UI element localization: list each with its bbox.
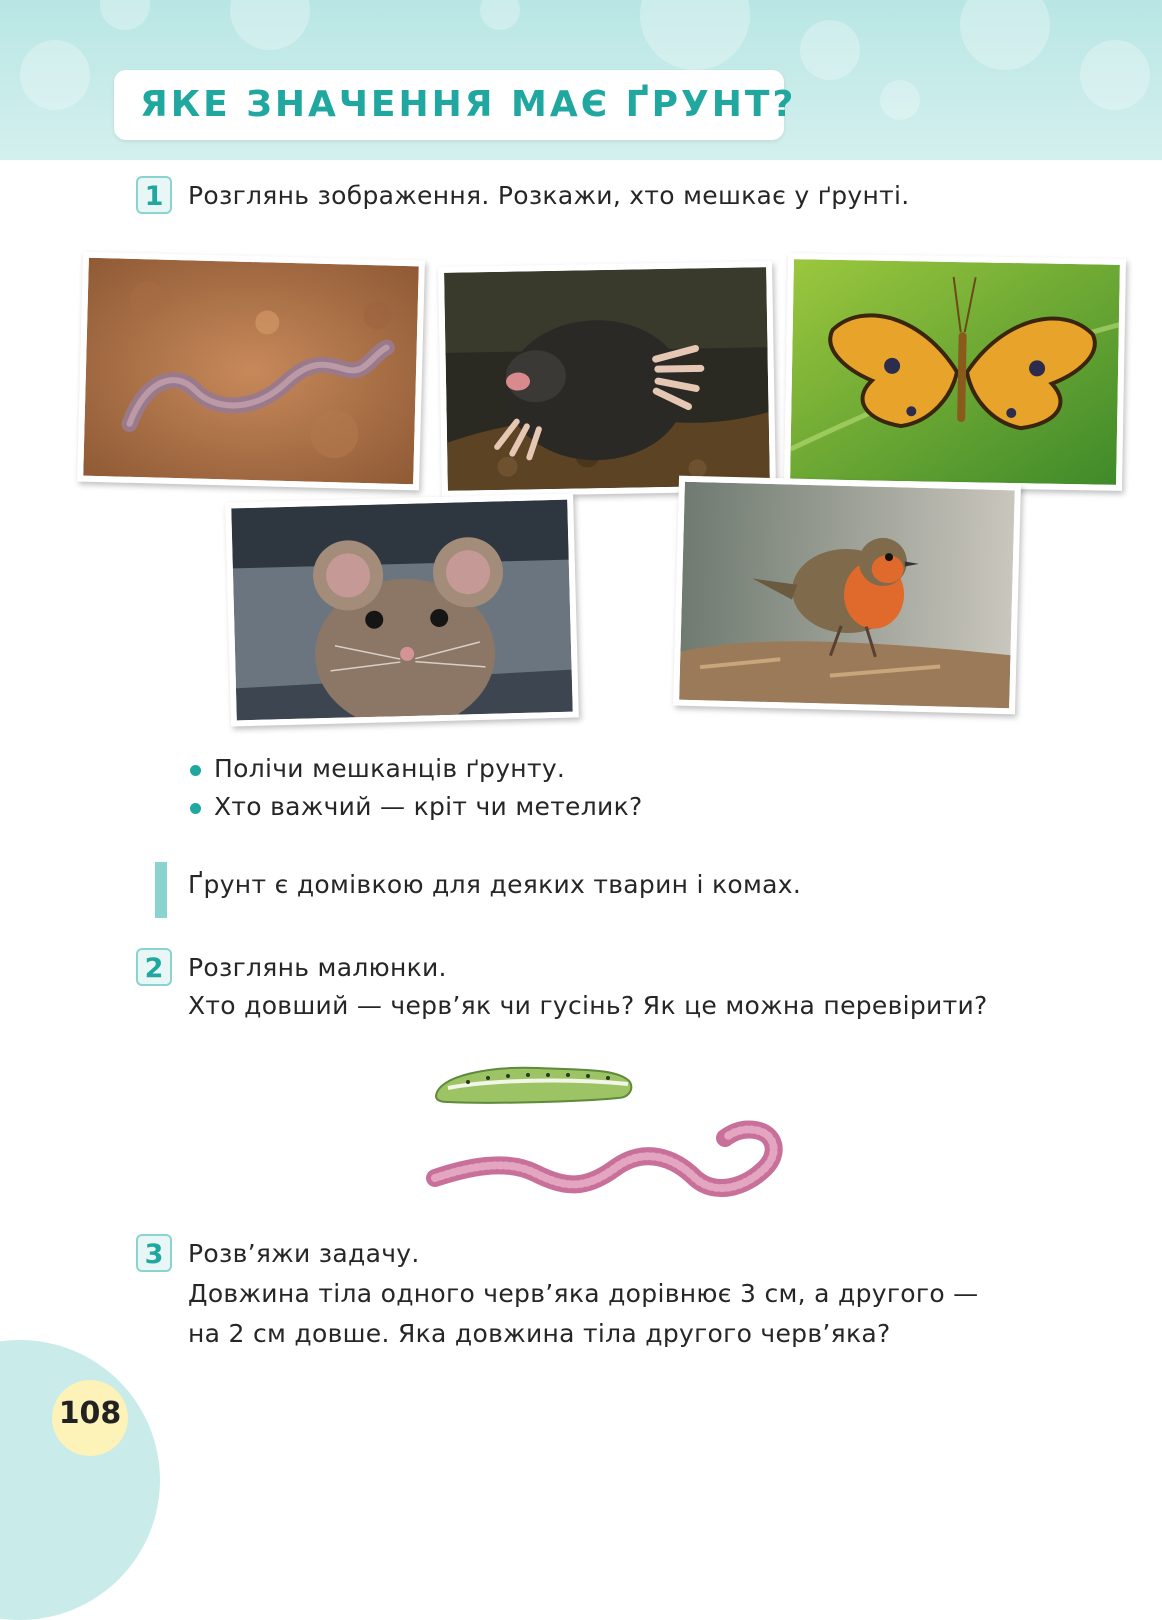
bullet-1-text: Полічи мешканців ґрунту. bbox=[214, 754, 566, 783]
bullet-dot bbox=[190, 803, 201, 814]
caterpillar-drawing bbox=[428, 1058, 638, 1108]
mouse-photo bbox=[225, 493, 579, 726]
note-text: Ґрунт є домівкою для деяких тварин і комах. bbox=[188, 870, 802, 899]
task-3-line-2: Довжина тіла одного черв’яка дорівнює 3 см, а другого — bbox=[188, 1279, 979, 1308]
worm-drawing bbox=[425, 1118, 787, 1204]
task-3-line-1: Розв’яжи задачу. bbox=[188, 1239, 420, 1268]
page-number: 108 bbox=[58, 1396, 122, 1431]
note-bar bbox=[155, 862, 167, 918]
task-1-text: Розглянь зображення. Розкажи, хто мешкає у ґрунті. bbox=[188, 181, 910, 210]
bullet-2-text: Хто важчий — кріт чи метелик? bbox=[214, 792, 643, 821]
page-title: ЯКЕ ЗНАЧЕННЯ МАЄ ҐРУНТ? bbox=[140, 84, 797, 125]
task-3-line-3: на 2 см довше. Яка довжина тіла другого черв’яка? bbox=[188, 1319, 891, 1348]
task-2-line-1: Розглянь малюнки. bbox=[188, 953, 447, 982]
robin-photo bbox=[673, 476, 1021, 715]
earthworm-photo bbox=[77, 252, 425, 491]
task-2-badge: 2 bbox=[136, 948, 172, 986]
task-1-badge: 1 bbox=[136, 176, 172, 214]
task-2-line-2: Хто довший — черв’як чи гусінь? Як це можна перевірити? bbox=[188, 991, 988, 1020]
title-box bbox=[114, 70, 797, 140]
bullet-dot bbox=[190, 765, 201, 776]
mole-photo bbox=[438, 261, 776, 497]
task-3-badge: 3 bbox=[136, 1234, 172, 1272]
butterfly-photo bbox=[784, 253, 1126, 491]
